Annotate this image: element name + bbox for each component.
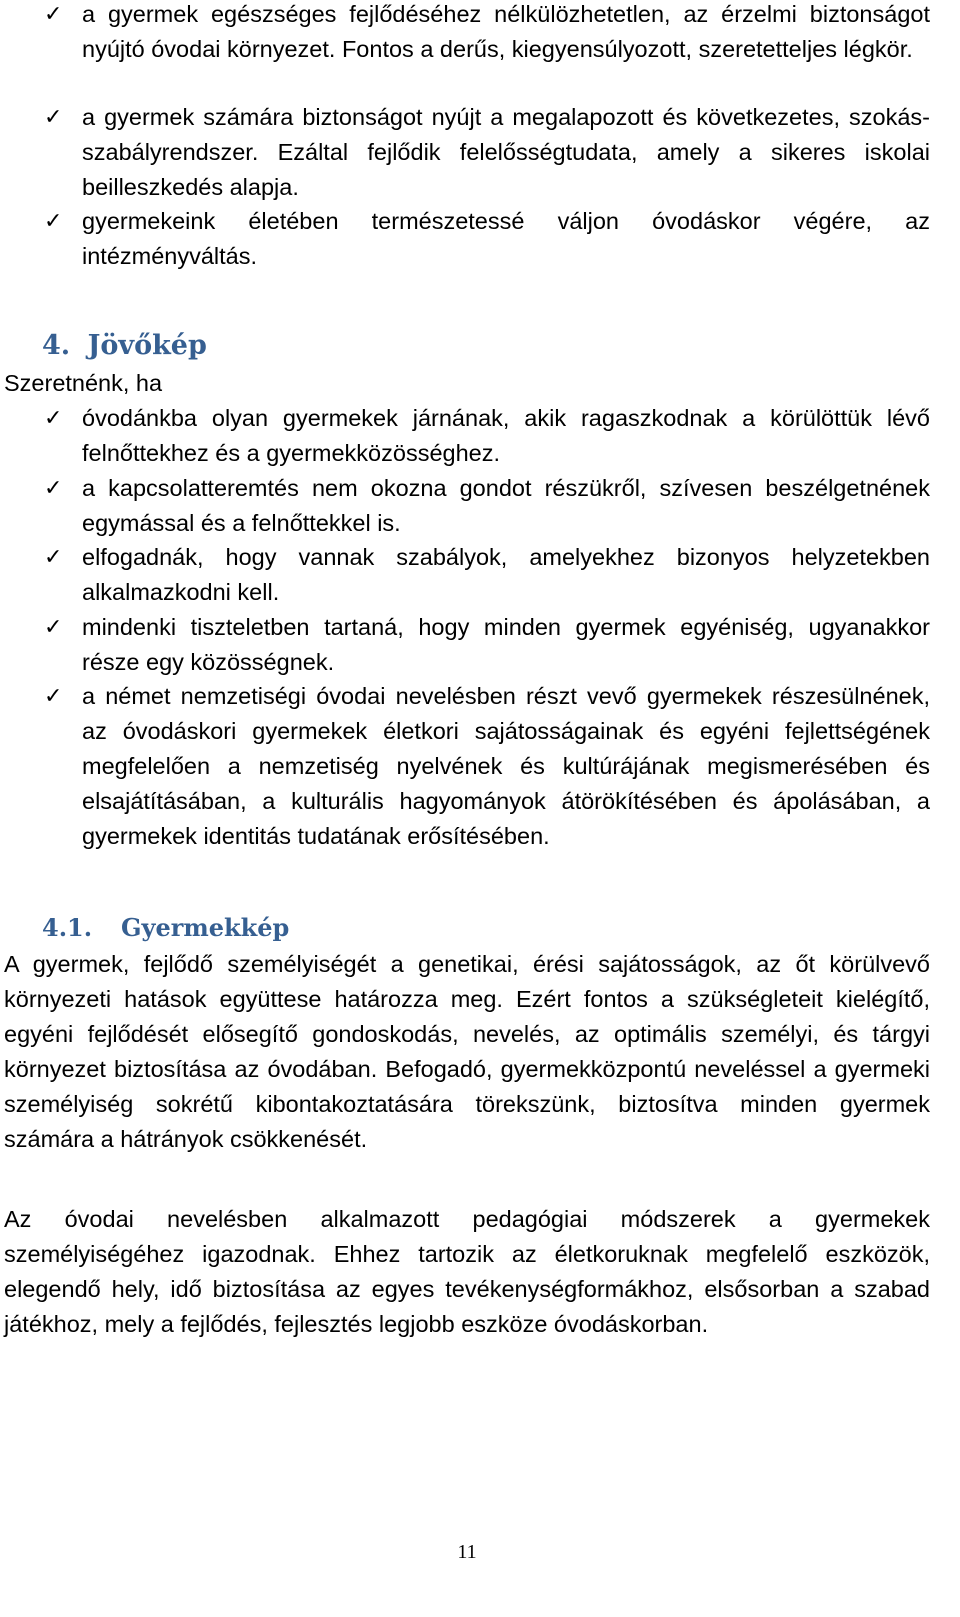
checkmark-icon: ✓ — [44, 2, 63, 27]
list-item — [44, 100, 930, 205]
list-item — [44, 204, 930, 274]
section-heading — [42, 328, 207, 364]
list-item — [44, 540, 930, 610]
list-item-text: a kapcsolatteremtés nem okozna gondot részükről, szívesen beszélgetnének egymással és a felnőttekkel is. — [82, 475, 930, 536]
page-number: 11 — [457, 1541, 477, 1563]
checkmark-icon: ✓ — [44, 615, 63, 640]
list-item — [44, 679, 930, 854]
subsection-number: 4.1. — [42, 913, 93, 942]
list-item-text: a gyermek egészséges fejlődéséhez nélkülözhetetlen, az érzelmi biztonságot nyújtó óvodai környezet. Fontos a derűs, kiegyensúlyozott, szeretetteljes légkör. — [82, 1, 930, 62]
list-item-text: a német nemzetiségi óvodai nevelésben részt vevő gyermekek részesülnének, az óvodáskori gyermekek életkori sajátosságainak és egyéni fejlettségének megfelelően a nemzetiség nyelvének és kultúrájának megismerésében és elsajátításában, a kulturális hagyományok átörökítésében és ápolásában, a gyermekek identitás tudatának erősítésében. — [82, 683, 930, 849]
section-intro: Szeretnénk, ha — [4, 370, 163, 396]
checkmark-icon: ✓ — [44, 545, 63, 570]
list-item-text: mindenki tiszteletben tartaná, hogy minden gyermek egyéniség, ugyanakkor része egy közösségnek. — [82, 614, 930, 675]
list-item-text: elfogadnák, hogy vannak szabályok, amelyekhez bizonyos helyzetekben alkalmazkodni kell. — [82, 544, 930, 605]
list-item-text: gyermekeink életében természetessé váljon óvodáskor végére, az intézményváltás. — [82, 208, 930, 269]
list-item — [44, 0, 930, 67]
checkmark-icon: ✓ — [44, 476, 63, 501]
list-item — [44, 610, 930, 680]
subsection-title: Gyermekkép — [121, 913, 290, 942]
section-title: Jövőkép — [87, 330, 207, 361]
list-item — [44, 471, 930, 541]
list-item-text: a gyermek számára biztonságot nyújt a megalapozott és következetes, szokás-szabályrendszer. Ezáltal fejlődik felelősségtudata, amely a sikeres iskolai beilleszkedés alapja. — [82, 104, 930, 200]
section-number: 4. — [42, 330, 71, 361]
checkmark-icon: ✓ — [44, 209, 63, 234]
paragraph: A gyermek, fejlődő személyiségét a genetikai, érési sajátosságok, az őt körülvevő környezeti hatások együttese határozza meg. Ezért fontos a szükségleteit kielégítő, egyéni fejlődését elősegítő gondoskodás, nevelés, az optimális személyi, és tárgyi környezet biztosítása az óvodában. Befogadó, gyermekközpontú neveléssel a gyermeki személyiség sokrétű kibontakoztatására törekszünk, biztosítva minden gyermek számára a hátrányok csökkenését. — [4, 951, 930, 1152]
paragraph: Az óvodai nevelésben alkalmazott pedagógiai módszerek a gyermekek személyiségéhez igazodnak. Ehhez tartozik az életkoruknak megfelelő eszközök, elegendő hely, idő biztosítása az egyes tevékenységformákhoz, elsősorban a szabad játékhoz, mely a fejlődés, fejlesztés legjobb eszköze óvodáskorban. — [4, 1206, 930, 1337]
checkmark-icon: ✓ — [44, 406, 63, 431]
checkmark-icon: ✓ — [44, 684, 63, 709]
checkmark-icon: ✓ — [44, 105, 63, 130]
list-item-text: óvodánkba olyan gyermekek járnának, akik ragaszkodnak a körülöttük lévő felnőttekhez és a gyermekközösséghez. — [82, 405, 930, 466]
list-item — [44, 401, 930, 471]
